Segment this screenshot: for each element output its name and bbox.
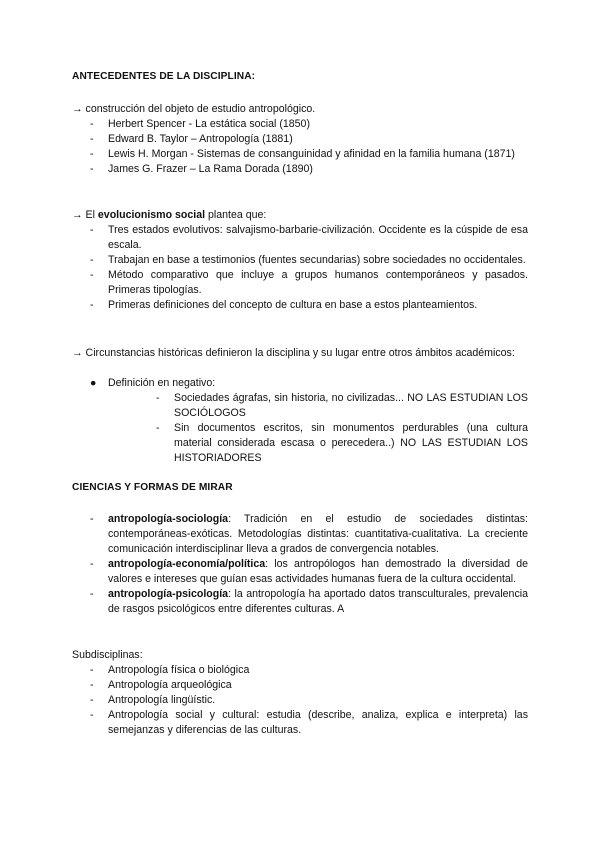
section-heading-ciencias: CIENCIAS Y FORMAS DE MIRAR	[72, 482, 233, 493]
list-item: - Lewis H. Morgan - Sistemas de consanguinidad y afinidad en la familia humana (1871)	[90, 148, 515, 160]
ciencias-list	[90, 512, 528, 617]
list-item: - Edward B. Taylor – Antropología (1881)	[90, 133, 293, 145]
list-item: - Antropología lingüístic.	[90, 694, 216, 706]
evolucionismo-intro: → El evolucionismo social plantea que:	[72, 209, 267, 221]
circunstancias-intro: → Circunstancias históricas definieron la disciplina y su lugar entre otros ámbitos académicos:	[72, 347, 515, 359]
subdisciplinas-label: Subdisciplinas:	[72, 649, 143, 661]
list-item: - Primeras definiciones del concepto de cultura en base a estos planteamientos.	[90, 299, 478, 311]
negativo-sublist	[156, 391, 528, 466]
list-item: - Antropología física o biológica	[90, 664, 250, 676]
list-item: - Antropología arqueológica	[90, 679, 232, 691]
list-item: - Método comparativo que incluye a grupos humanos contemporáneos y pasados. Primeras tipologías.	[90, 269, 528, 296]
list-item: - Herbert Spencer - La estática social (1850)	[90, 118, 310, 130]
list-item: - antropología-economía/política: los antropólogos han demostrado la diversidad de valores e intereses que guían esas actividades humanas fuera de la cultura occidental.	[90, 558, 528, 585]
list-item: - James G. Frazer – La Rama Dorada (1890)	[90, 163, 313, 175]
list-item: - Tres estados evolutivos: salvajismo-barbarie-civilización. Occidente es la cúspide de esa escala.	[90, 224, 528, 251]
document-page: ANTECEDENTES DE LA DISCIPLINA: → construcción del objeto de estudio antropológico. - Herbert Spencer - La estática social (1850) - Edward B. Taylor – Antropología (1881) - Lewis H. Morgan - Sistemas de consanguinidad y afinidad en la familia humana (1871) - James G. Frazer – La Rama Dorada (1890) → El evolucionismo social plantea que: - Tres estados evolutivos: salvajismo-barbarie-civilización. Occidente es la cúspide de esa escala. - Trabajan en base a testimonios (fuentes secundarias) sobre sociedades no occidentales. - Método comparativo que incluye a grupos humanos contemporáneos y pasados. Primeras tipologías. - Primeras definiciones del concepto de cultura en base a estos planteamientos. → Circunstancias históricas definieron la disciplina y su lugar entre otros ámbitos académicos: ● Definición en negativo: - Sociedades ágrafas, sin historia, no civilizadas... NO LAS ESTUDIAN LOS SOCIÓLOGOS - Sin documentos escritos, sin monumentos perdurables (una cultura material considerada escasa o perecedera..) NO LAS ESTUDIAN LOS HISTORIADORES CIENCIAS Y FORMAS DE MIRAR - antropología-sociología: Tradición en el estudio de sociedades distintas: contemporáneas-exóticas. Metodologías distintas: cuantitativa-cualitativa. La creciente comunicación interdisciplinar lleva a grados de convergencia notables. - antropología-economía/política: los antropólogos han demostrado la diversidad de valores e intereses que guían esas actividades humanas fuera de la cultura occidental. - antropología-psicología: la antropología ha aportado datos transculturales, prevalencia de rasgos psicológicos entre diferentes culturas. A Subdisciplinas: - Antropología física o biológica - Antropología arqueológica - Antropología lingüístic. - Antropología social y cultural: estudia (describe, analiza, explica e interpreta) las semejanzas y diferencias de las culturas.	[72, 71, 528, 736]
intro-line: → construcción del objeto de estudio antropológico.	[72, 103, 316, 115]
list-item: - Trabajan en base a testimonios (fuentes secundarias) sobre sociedades no occidentales.	[90, 254, 526, 266]
list-item: - antropología-psicología: la antropología ha aportado datos transculturales, prevalencia de rasgos psicológicos entre diferentes culturas. A	[90, 588, 528, 615]
list-item: - Sin documentos escritos, sin monumentos perdurables (una cultura material considerada escasa o perecedera..) NO LAS ESTUDIAN LOS HISTORIADORES	[156, 422, 528, 464]
authors-list	[90, 117, 528, 177]
list-item: - Sociedades ágrafas, sin historia, no civilizadas... NO LAS ESTUDIAN LOS SOCIÓLOGOS	[156, 392, 528, 419]
evolucionismo-list	[90, 223, 528, 313]
subdisciplinas-list	[90, 663, 528, 738]
section-heading-antecedentes: ANTECEDENTES DE LA DISCIPLINA:	[72, 71, 256, 82]
list-item: - Antropología social y cultural: estudia (describe, analiza, explica e interpreta) las semejanzas y diferencias de las culturas.	[90, 709, 528, 736]
list-item: - antropología-sociología: Tradición en el estudio de sociedades distintas: contemporáneas-exóticas. Metodologías distintas: cuantitativa-cualitativa. La creciente comunicación interdisciplinar lleva a grados de convergencia notables.	[90, 513, 528, 555]
